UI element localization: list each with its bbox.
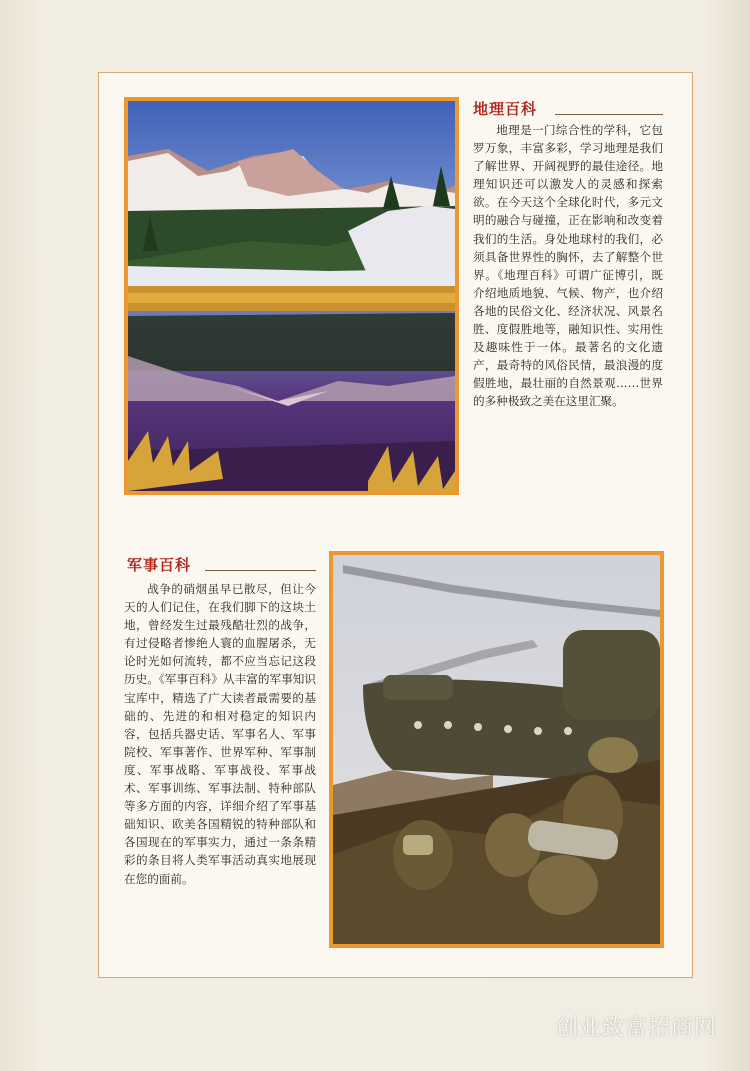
military-title-rule [205, 570, 316, 571]
geography-section-title: 地理百科 [473, 100, 538, 118]
military-paragraph-text: 战争的硝烟虽早已散尽，但让今天的人们记住，在我们脚下的这块土地，曾经发生过最残酷壮烈的战争，有过侵略者惨绝人寰的血腥屠杀，无论时光如何流转，都不应当忘记这段历史。《军事百科》从丰富的军事知识宝库中，精选了广大读者最需要的基础的、先进的和相对稳定的知识内容，包括兵器史话、军事名人、军事院校、军事著作、世界军种、军事制度、军事战略、军事战役、军事战术、军事训练、军事法制、特种部队等多方面的内容，详细介绍了军事基础知识、欧美各国精锐的特种部队和各国现在的军事实力，通过一条条精彩的条目将人类军事活动真实地展现在您的面前。 [124, 582, 316, 886]
geography-title-rule [555, 114, 663, 115]
military-paragraph [124, 580, 316, 888]
mountain-lake-photo [124, 97, 459, 495]
helicopter-soldiers-photo [329, 551, 664, 948]
geography-paragraph-text: 地理是一门综合性的学科，它包罗万象，丰富多彩，学习地理是我们了解世界、开阔视野的最佳途径。地理知识还可以激发人的灵感和探索欲。在今天这个全球化时代，多元文明的融合与碰撞，正在影响和改变着我们的生活。身处地球村的我们，必须具备世界性的胸怀，去了解整个世界。《地理百科》可谓广征博引，既介绍地质地貌、气候、物产，也介绍各地的民俗文化、经济状况、风景名胜、度假胜地等，融知识性、实用性及趣味性于一体。最著名的文化遗产，最奇特的风俗民情，最浪漫的度假胜地，最壮丽的自然景观……世界的多种极致之美在这里汇聚。 [473, 123, 663, 409]
site-watermark: 创业致富招商网 [556, 1016, 718, 1041]
military-section-title: 军事百科 [127, 556, 192, 574]
geography-paragraph [473, 121, 663, 411]
